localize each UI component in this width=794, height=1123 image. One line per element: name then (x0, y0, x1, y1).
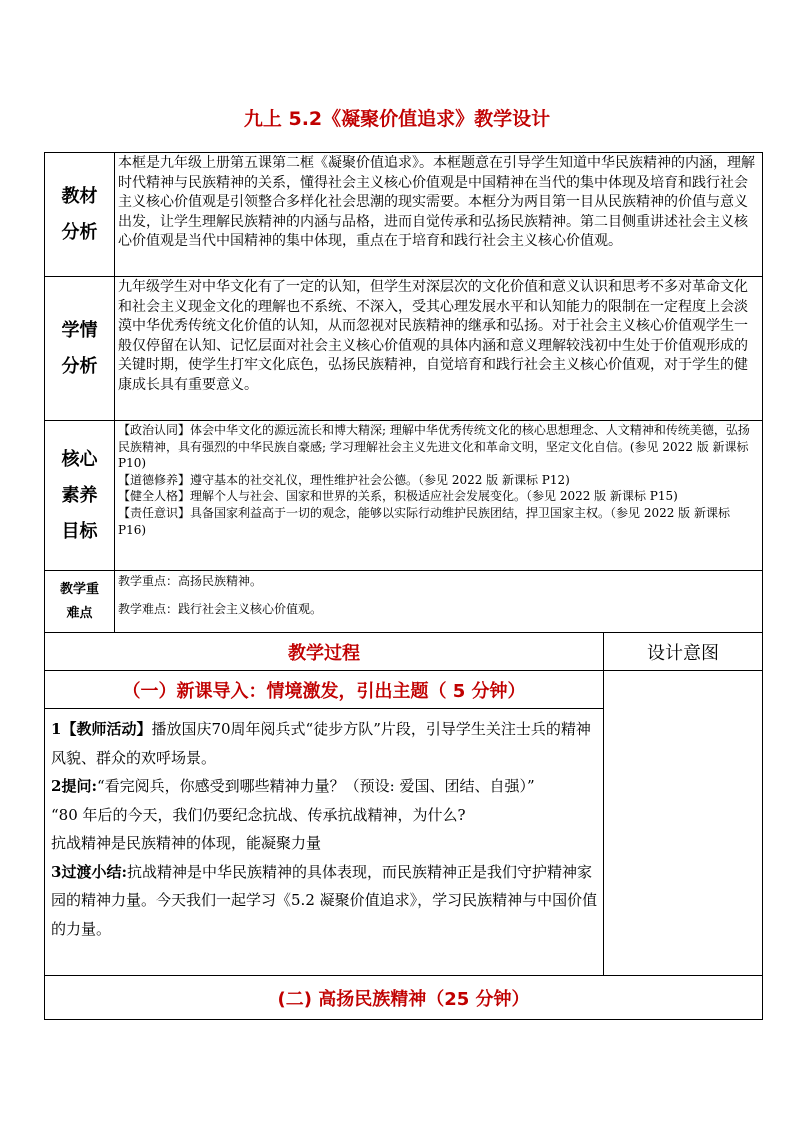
step-3: 3过渡小结:抗战精神是中华民族精神的具体表现，而民族精神正是我们守护精神家园的精神力量。今天我们一起学习《5.2 凝聚价值追求》，学习民族精神与中国价值的力量。 (51, 862, 598, 938)
step-2: 2提问:“看完阅兵，你感受到哪些精神力量？（预设: 爱国、团结、自强）” (51, 777, 535, 795)
row-section2-title (45, 976, 763, 1020)
goal-political-identity: 【政治认同】体会中华文化的源远流长和博大精深; 理解中华优秀传统文化的核心思想理念、人文精神和传统美德，弘扬民族精神，具有强烈的中华民族自豪感; 学习理解社会主义先进文化和革命文明，坚定文化自信。(参见 2022 版 新课标 P10) (118, 423, 750, 471)
section1-title: （一）新课导入：情境激发，引出主题（ 5 分钟） (45, 671, 604, 709)
row-core-literacy (45, 421, 763, 571)
document-title: 九上 5.2《凝聚价值追求》教学设计 (243, 108, 551, 130)
design-intent-cell (604, 671, 763, 976)
section1-body (45, 709, 604, 976)
row-learner-analysis (45, 277, 763, 421)
section2-title: (二) 高扬民族精神（25 分钟） (45, 976, 763, 1020)
goal-responsibility: 【责任意识】具备国家利益高于一切的观念，能够以实际行动维护民族团结，捍卫国家主权。（参见 2022 版 新课标 P16) (118, 505, 730, 537)
learner-analysis-text: 九年级学生对中华文化有了一定的认知，但学生对深层次的文化价值和意义认识和思考不多对革命文化和社会主义现金文化的理解也不系统、不深入，受其心理发展水平和认知能力的限制在一定程度上会淡漠中华优秀传统文化价值的认知，从而忽视对民族精神的继承和弘扬。对于社会主义核心价值观学生一般仅停留在认知、记忆层面对社会主义核心价值观的具体内涵和意义理解较浅初中生处于价值观形成的关键时期，使学生打牢文化底色，弘扬民族精神，自觉培育和践行社会主义核心价值观，对于学生的健康成长具有重要意义。 (115, 277, 763, 421)
label-core-literacy: 核心 素养 目标 (45, 421, 115, 571)
teaching-difficulty: 教学难点：践行社会主义核心价值观。 (118, 602, 323, 616)
step-1: 1【教师活动】播放国庆70周年阅兵式“徒步方队”片段，引导学生关注士兵的精神风貌、群众的欢呼场景。 (51, 720, 591, 767)
step-2-followup: “80 年后的今天，我们仍要纪念抗战、传承抗战精神，为什么? (51, 805, 466, 824)
key-difficult-points (115, 571, 763, 633)
lesson-plan-table (44, 152, 763, 1020)
teaching-focus: 教学重点：高扬民族精神。 (118, 574, 263, 588)
row-section1-title (45, 671, 763, 709)
label-learner-analysis: 学情 分析 (45, 277, 115, 421)
goal-sound-personality: 【健全人格】理解个人与社会、国家和世界的关系，积极适应社会发展变化。（参见 2022 版 新课标 P15) (118, 489, 678, 504)
core-literacy-goals (115, 421, 763, 571)
row-process-header (45, 633, 763, 671)
label-textbook-analysis: 教材 分析 (45, 153, 115, 277)
label-key-difficult-points: 教学重 难点 (45, 571, 115, 633)
textbook-analysis-text: 本框是九年级上册第五课第二框《凝聚价值追求》。本框题意在引导学生知道中华民族精神的内涵，理解时代精神与民族精神的关系，懂得社会主义核心价值观是中国精神在当代的集中体现及培育和践行社会主义核心价值观是引领整合多样化社会思潮的现实需要。本框分为两目第一目从民族精神的价值与意义出发，让学生理解民族精神的内涵与品格，进而自觉传承和弘扬民族精神。第二目侧重讲述社会主义核心价值观是当代中国精神的集中体现，重点在于培育和践行社会主义核心价值观。 (115, 153, 763, 277)
step-2-answer: 抗战精神是民族精神的体现，能凝聚力量 (51, 834, 322, 852)
goal-moral-cultivation: 【道德修养】遵守基本的社交礼仪，理性维护社会公德。（参见 2022 版 新课标 P12) (118, 472, 570, 487)
row-key-difficult-points (45, 571, 763, 633)
row-textbook-analysis (45, 153, 763, 277)
design-intent-header: 设计意图 (604, 633, 763, 671)
teaching-process-header: 教学过程 (45, 633, 604, 671)
